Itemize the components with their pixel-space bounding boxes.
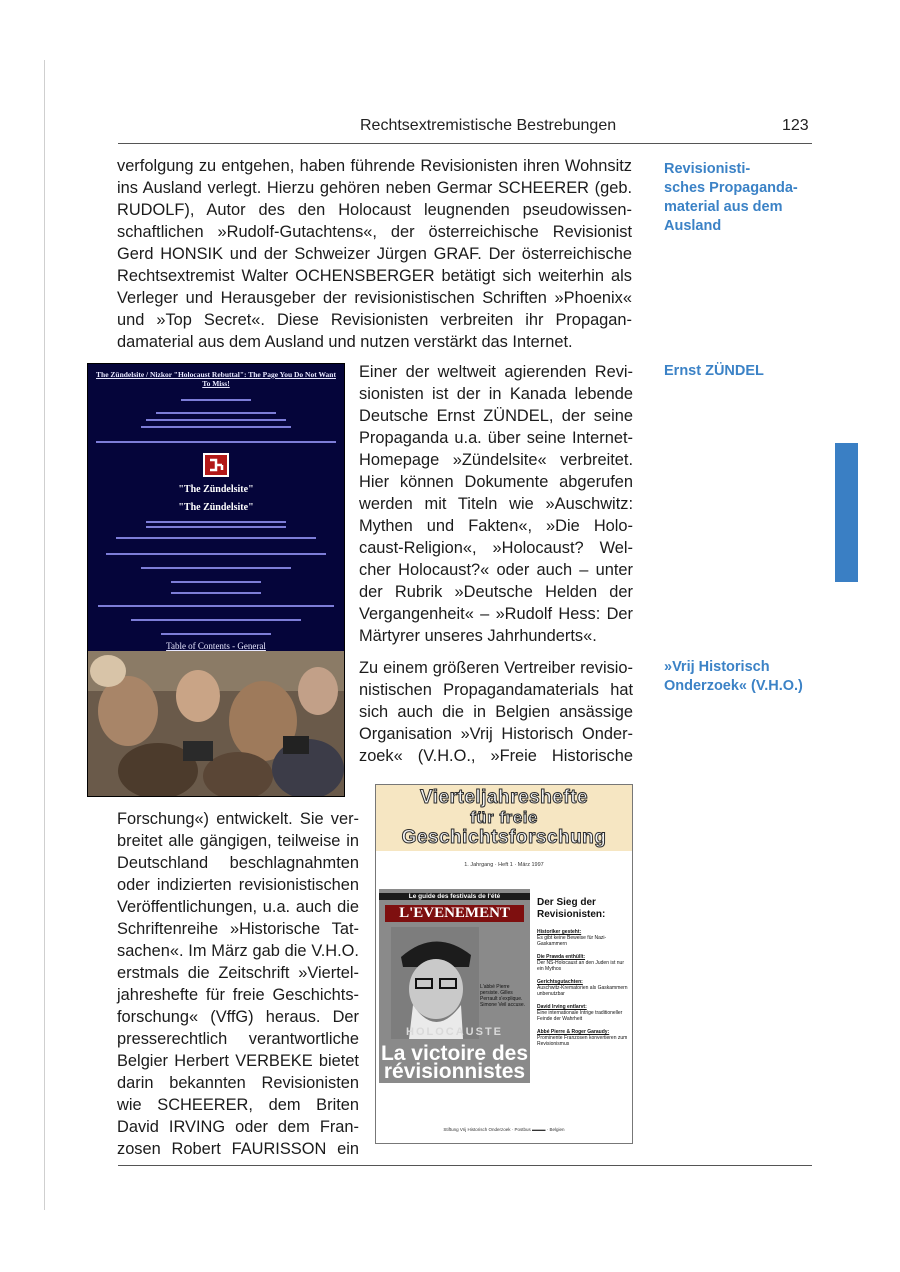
text-line: darin bekannten Revisionisten (117, 1074, 359, 1092)
text-line: zosen Robert FAURISSON ein (117, 1140, 359, 1158)
text-line: und »Top Secret«. Diese Revisionisten verbreiten ihr Propagan- (117, 311, 632, 329)
website-link-line (94, 441, 338, 443)
cover-footer: Stiftung Vrij Historisch Onderzoek · Postbus ▬▬▬ · Belgien (443, 1127, 565, 1132)
cover-title-line: Vierteljahreshefte (419, 787, 589, 808)
page-number: 123 (782, 117, 809, 134)
sidebar-item-head: Gerichtsgutachten: (537, 979, 583, 985)
text-line: verfolgung zu entgehen, haben führende Revisionisten ihren Wohnsitz (117, 157, 632, 175)
website-name: "The Zündelsite" (178, 502, 254, 513)
running-title: Rechtsextremistische Bestrebungen (360, 117, 617, 134)
scan-edge-line (44, 60, 45, 1210)
website-link-line (94, 521, 338, 523)
text-line: Belgier Herbert VERBEKE bietet (117, 1052, 359, 1070)
text-line: Gerd HONSIK und der Schweizer Jürgen GRAF. Der österreichische (117, 245, 632, 263)
text-line: Mythen und Fakten«, »Die Holo- (359, 517, 633, 535)
text-line: Schriftenreihe »Historische Tat- (117, 920, 359, 938)
sidebar-item-text: Eine internationale Intrige traditioneller Feinde der Wahrheit (537, 1010, 623, 1022)
text-line: Deutsche Ernst ZÜNDEL, der seine (359, 407, 633, 425)
text-line: breitet alle gängigen, teilweise in (117, 832, 359, 850)
website-toc: Table of Contents - General (166, 641, 266, 651)
website-link-line (94, 619, 338, 621)
sidebar-item-text: Auschwitz-Krematorien als Gaskammern unbenutzbar (537, 985, 628, 997)
website-name: "The Zündelsite" (178, 484, 254, 495)
text-line: Rechtsextremist Walter OCHENSBERGER betätigt sich weiterhin als (117, 267, 632, 285)
swastika-like-logo-icon (202, 452, 230, 478)
website-link-line (94, 633, 338, 635)
portrait-photo (391, 927, 479, 1039)
sidebar-item-head: Abbé Pierre & Roger Garaudy: (537, 1029, 610, 1035)
website-link-line (94, 526, 338, 528)
sidebar-item-head: David Irving entlarvt: (537, 1004, 587, 1010)
cover-sidebar (537, 897, 629, 1054)
text-line: RUDOLF), Autor des den Holocaust leugnenden pseudowissen- (117, 201, 632, 219)
text-line: Propaganda u.a. über seine Internet- (359, 429, 633, 447)
magazine-masthead: L'EVENEMENT (385, 905, 524, 922)
website-link-line (94, 537, 338, 539)
crowd-photo (88, 651, 344, 796)
text-line: presserechtlich verantwortliche (117, 1030, 359, 1048)
text-line: Homepage »Zündelsite« verbreitet. (359, 451, 633, 469)
chapter-tab-marker (835, 443, 858, 582)
text-line: caust-Religion«, »Holocaust? Wel- (359, 539, 633, 557)
text-line: wie SCHEERER, dem Briten (117, 1096, 359, 1114)
text-line: cher Holocaust?« oder auch – unter (359, 561, 633, 579)
text-line: schaftlichen »Rudolf-Gutachtens«, der österreichische Revisionist (117, 223, 632, 241)
header-rule (118, 143, 812, 144)
cover-title-line: Geschichtsforschung (401, 827, 607, 848)
text-line: damaterial aus dem Ausland und nutzen verstärkt das Internet. (117, 333, 573, 351)
text-line: sionisten ist der in Kanada lebende (359, 385, 633, 403)
website-link-line (94, 581, 338, 583)
sidebar-item-text: Der NS-Holocaust an den Juden ist nur ein Mythos (537, 960, 624, 972)
text-line: ins Ausland verlegt. Hierzu gehören neben Germar SCHEERER (geb. (117, 179, 632, 197)
text-line: Forschung«) entwickelt. Sie ver- (117, 810, 359, 828)
website-link-line (94, 419, 338, 421)
text-line: Vergangenheit« – »Rudolf Hess: Der (359, 605, 633, 623)
website-link-line (94, 553, 338, 555)
magazine-headline: La victoire des (380, 1042, 529, 1065)
magazine-headline: révisionnistes (383, 1060, 526, 1083)
sidebar-heading: Der Sieg der Revisionisten: (537, 897, 606, 920)
paragraph-vho (359, 657, 633, 767)
text-line: sachen«. Im März gab die V.H.O. (117, 942, 359, 960)
zuendelsite-screenshot (87, 363, 345, 797)
text-line: oder indizierten revisionistischen (117, 876, 359, 894)
text-line: jahreshefte für freie Geschichts- (117, 986, 359, 1004)
vffg-cover-image (375, 784, 633, 1144)
text-line: erstmals die Zeitschrift »Viertel- (117, 964, 359, 982)
website-link-line (94, 412, 338, 414)
text-line: Organisation »Vrij Historisch Onder- (359, 725, 633, 743)
paragraph-intro (117, 155, 632, 353)
text-line: Veröffentlichungen, u.a. auch die (117, 898, 359, 916)
sidebar-item-text: Prominente Franzosen konvertieren zum Revisionismus (537, 1035, 628, 1047)
note-line: Onderzoek« (V.H.O.) (664, 678, 803, 694)
paragraph-vho-continued (117, 808, 359, 1160)
website-link-line (94, 592, 338, 594)
text-line: Verleger und Herausgeber der revisionistischen Schriften »Phoenix« (117, 289, 632, 307)
paragraph-zuendel (359, 361, 633, 647)
text-line: zoek« (V.H.O., »Freie Historische (359, 747, 633, 765)
note-line: sches Propaganda- (664, 180, 798, 196)
text-line: forschung« (VffG) heraus. Der (117, 1008, 359, 1026)
cover-header (376, 785, 632, 851)
magazine-caption: L'abbé Pierre persiste. Gilles Perrault s'explique. Simone Veil accuse. (480, 984, 526, 1008)
margin-note-propaganda (664, 160, 824, 236)
text-line: der Rubrik »Deutsche Helden der (359, 583, 633, 601)
note-line: Ausland (664, 218, 722, 234)
note-line: Revisionisti- (664, 161, 751, 177)
footer-rule (118, 1165, 812, 1166)
text-line: nistischen Propagandamaterials hat (359, 681, 633, 699)
text-line: David IRVING oder dem Fran- (117, 1118, 359, 1136)
text-line: Einer der weltweit agierenden Revi- (359, 363, 633, 381)
text-line: Zu einem größeren Vertreiber revisio- (359, 659, 633, 677)
note-line: material aus dem (664, 199, 783, 215)
text-line: Deutschland beschlagnahmten (117, 854, 359, 872)
evenement-magazine (379, 889, 530, 1083)
sidebar-item-head: Historiker gesteht: (537, 929, 582, 935)
margin-note-zuendel: Ernst ZÜNDEL (664, 363, 764, 379)
sidebar-item-head: Die Prawda enthüllt: (537, 954, 586, 960)
sidebar-item-text: Es gibt keine Beweise für Nazi-Gaskammern (537, 935, 607, 947)
cover-title-line: für freie (470, 808, 538, 827)
note-line: »Vrij Historisch (664, 659, 770, 675)
margin-note-vho (664, 658, 834, 696)
cover-issue-line: 1. Jahrgang · Heft 1 · März 1997 (464, 862, 544, 868)
website-link-line (94, 399, 338, 401)
text-line: Märtyrer unseres Jahrhunderts«. (359, 627, 597, 645)
website-title: The Zündelsite / Nizkor "Holocaust Rebuttal": The Page You Do Not Want To Miss! (96, 370, 336, 388)
magazine-holocauste: HOLOCAUSTE (406, 1026, 503, 1038)
text-line: Hier können Dokumente abgerufen (359, 473, 633, 491)
website-link-line (94, 426, 338, 428)
website-link-line (94, 567, 338, 569)
website-link-line (94, 605, 338, 607)
text-line: werden mit Titeln wie »Auschwitz: (359, 495, 633, 513)
magazine-tagline: Le guide des festivals de l'été (379, 893, 530, 900)
text-line: sich auch die in Belgien ansässige (359, 703, 633, 721)
